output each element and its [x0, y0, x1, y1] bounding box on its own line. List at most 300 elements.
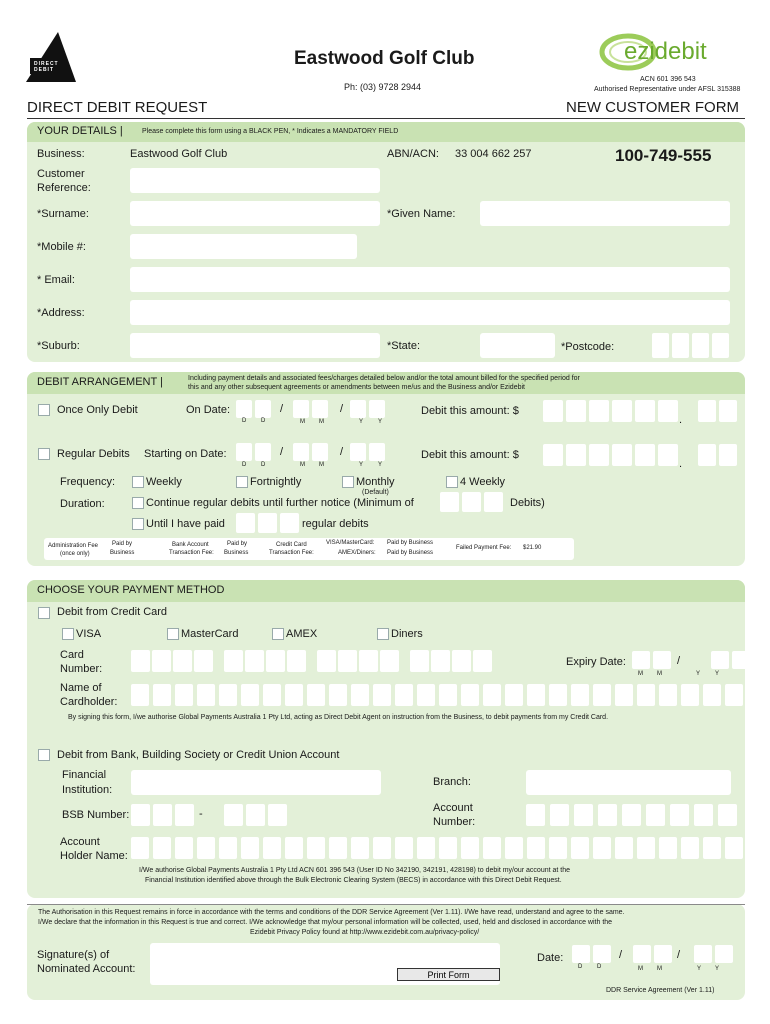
once-amount-boxes	[543, 400, 737, 422]
date-digit[interactable]	[654, 945, 672, 963]
debits-close-label: Debits)	[510, 497, 545, 509]
date-letter-y: Y	[697, 966, 702, 972]
postcode-boxes	[652, 333, 729, 358]
min-debits-digit[interactable]	[462, 492, 481, 512]
expiry-letter-m: M	[638, 671, 643, 677]
cc-authority: By signing this form, I/we authorise Global Payments Australia 1 Pty Ltd, acting as Direct Debit Agent on instruction from the Business, to debit payments from my Credit Card.	[68, 714, 609, 721]
cardholder-char[interactable]	[263, 684, 281, 706]
cardholder-char[interactable]	[681, 684, 699, 706]
date-letter-m: M	[319, 462, 324, 468]
cardholder-char[interactable]	[131, 684, 149, 706]
cardholder-char[interactable]	[527, 684, 545, 706]
terms-line-3: Ezidebit Privacy Policy found at http://www.ezidebit.com.au/privacy-policy/	[250, 929, 480, 936]
account-number-label-1: Account	[433, 802, 473, 814]
card-number-label-1: Card	[60, 649, 84, 661]
until-paid-checkbox[interactable]	[132, 518, 144, 530]
fi-label-1: Financial	[62, 769, 107, 781]
date-digit[interactable]	[255, 443, 271, 461]
email-label: * Email:	[37, 274, 75, 286]
cardholder-char[interactable]	[395, 684, 413, 706]
date-digit[interactable]	[312, 400, 328, 418]
signature-date-boxes	[572, 945, 733, 963]
mastercard-label: MasterCard	[181, 628, 239, 640]
cardholder-char[interactable]	[747, 684, 765, 706]
card-number-label-2: Number:	[60, 663, 103, 675]
default-note: (Default)	[362, 489, 389, 496]
holder-char[interactable]	[197, 837, 215, 859]
payment-section-title: CHOOSE YOUR PAYMENT METHOD	[37, 584, 225, 596]
cardholder-char[interactable]	[285, 684, 303, 706]
until-paid-digit[interactable]	[236, 513, 255, 533]
bank-paid-by-2: Business	[224, 550, 249, 556]
until-paid-boxes	[236, 513, 299, 533]
cardholder-char[interactable]	[461, 684, 479, 706]
holder-char[interactable]	[483, 837, 501, 859]
amount-digit[interactable]	[698, 400, 716, 422]
weekly-checkbox[interactable]	[132, 476, 144, 488]
amount-digit[interactable]	[635, 444, 655, 466]
account-digit[interactable]	[526, 804, 545, 826]
amex-paid-by: Paid by Business	[387, 550, 434, 556]
bank-fee-label-2: Transaction Fee:	[169, 550, 214, 556]
four-weekly-checkbox[interactable]	[446, 476, 458, 488]
monthly-label: Monthly	[356, 476, 395, 488]
surname-label: *Surname:	[37, 208, 89, 220]
holder-char[interactable]	[659, 837, 677, 859]
date-digit[interactable]	[572, 945, 590, 963]
cardholder-char[interactable]	[373, 684, 391, 706]
amount-digit[interactable]	[589, 444, 609, 466]
expiry-letter-y: Y	[715, 671, 720, 677]
cardholder-char[interactable]	[483, 684, 501, 706]
account-digit[interactable]	[646, 804, 665, 826]
account-digit[interactable]	[622, 804, 641, 826]
date-digit[interactable]	[293, 400, 309, 418]
date-slash: /	[280, 446, 284, 458]
min-debits-digit[interactable]	[484, 492, 503, 512]
holder-char[interactable]	[373, 837, 391, 859]
account-digit[interactable]	[670, 804, 689, 826]
once-date-boxes	[236, 400, 385, 418]
frequency-label: Frequency:	[60, 476, 116, 488]
bsb-boxes	[131, 804, 287, 826]
visa-mc-fee-label: VISA/MasterCard:	[326, 540, 375, 546]
duration-label: Duration:	[60, 498, 105, 510]
bank-checkbox[interactable]	[38, 749, 50, 761]
holder-char[interactable]	[505, 837, 523, 859]
account-digit[interactable]	[598, 804, 617, 826]
date-slash: /	[280, 403, 284, 415]
amount-digit[interactable]	[543, 444, 563, 466]
debit-note-2: this and any other subsequent agreements or amendments between me/us and the Business and/or Ezidebit	[188, 384, 525, 391]
address-input[interactable]	[130, 300, 730, 325]
cardholder-label-2: Cardholder:	[60, 696, 118, 708]
continue-label: Continue regular debits until further notice (Minimum of	[146, 497, 414, 509]
postcode-digit[interactable]	[672, 333, 689, 358]
date-letter-m: M	[638, 966, 643, 972]
date-letter-y: Y	[359, 419, 364, 425]
customer-ref-label-2: Reference:	[37, 182, 91, 194]
date-letter-m: M	[300, 419, 305, 425]
mastercard-checkbox[interactable]	[167, 628, 179, 640]
holder-char[interactable]	[395, 837, 413, 859]
date-digit[interactable]	[593, 945, 611, 963]
details-section-title: YOUR DETAILS |	[37, 125, 123, 137]
date-slash: /	[619, 949, 623, 961]
amount-digit[interactable]	[635, 400, 655, 422]
date-digit[interactable]	[350, 400, 366, 418]
card-digit[interactable]	[338, 650, 357, 672]
cardholder-char[interactable]	[637, 684, 655, 706]
cardholder-char[interactable]	[593, 684, 611, 706]
holder-char[interactable]	[439, 837, 457, 859]
signature-date-label: Date:	[537, 952, 564, 964]
date-digit[interactable]	[369, 443, 385, 461]
date-digit[interactable]	[293, 443, 309, 461]
continue-checkbox[interactable]	[132, 497, 144, 509]
date-letter-m: M	[657, 966, 662, 972]
bank-fee-label-1: Bank Account	[172, 542, 209, 548]
bsb-digit[interactable]	[153, 804, 172, 826]
card-digit[interactable]	[224, 650, 243, 672]
title-rule	[27, 118, 745, 119]
account-holder-boxes	[131, 837, 770, 859]
suburb-input[interactable]	[130, 333, 380, 358]
postcode-digit[interactable]	[692, 333, 709, 358]
card-digit[interactable]	[152, 650, 171, 672]
credit-card-checkbox[interactable]	[38, 607, 50, 619]
regular-amount-boxes	[543, 444, 737, 466]
admin-fee-label-1: Administration Fee	[48, 543, 99, 549]
on-date-label: On Date:	[186, 404, 231, 416]
admin-paid-by-1: Paid by	[112, 541, 133, 547]
logo-text: DIRECT DEBIT	[34, 61, 59, 73]
expiry-label: Expiry Date:	[566, 656, 626, 668]
given-name-label: *Given Name:	[387, 208, 456, 220]
amex-fee-label: AMEX/Diners:	[338, 550, 376, 556]
regular-amount-label: Debit this amount: $	[421, 449, 519, 461]
cardholder-char[interactable]	[307, 684, 325, 706]
once-amount-label: Debit this amount: $	[421, 405, 519, 417]
card-digit[interactable]	[380, 650, 399, 672]
holder-char[interactable]	[461, 837, 479, 859]
expiry-slash: /	[677, 655, 681, 667]
amount-digit[interactable]	[658, 400, 678, 422]
holder-label-1: Account	[60, 836, 100, 848]
four-weekly-label: 4 Weekly	[460, 476, 506, 488]
date-letter-d: D	[261, 418, 266, 424]
card-digit[interactable]	[473, 650, 492, 672]
bsb-digit[interactable]	[268, 804, 287, 826]
weekly-label: Weekly	[146, 476, 182, 488]
date-digit[interactable]	[236, 400, 252, 418]
reference-number: 100-749-555	[615, 146, 712, 165]
cardholder-char[interactable]	[197, 684, 215, 706]
credit-card-label: Debit from Credit Card	[57, 606, 168, 618]
cardholder-char[interactable]	[219, 684, 237, 706]
amount-digit[interactable]	[566, 444, 586, 466]
amount-digit[interactable]	[719, 444, 737, 466]
date-letter-d: D	[261, 462, 266, 468]
date-letter-y: Y	[359, 462, 364, 468]
date-digit[interactable]	[236, 443, 252, 461]
email-input[interactable]	[130, 267, 730, 292]
card-digit[interactable]	[452, 650, 471, 672]
signature-label-2: Nominated Account:	[37, 963, 136, 975]
cardholder-boxes	[131, 684, 770, 706]
fortnightly-checkbox[interactable]	[236, 476, 248, 488]
holder-char[interactable]	[175, 837, 193, 859]
admin-fee-label-2: (once only)	[60, 551, 90, 557]
cardholder-char[interactable]	[703, 684, 721, 706]
card-digit[interactable]	[194, 650, 213, 672]
diners-checkbox[interactable]	[377, 628, 389, 640]
state-label: *State:	[387, 340, 421, 352]
cardholder-char[interactable]	[615, 684, 633, 706]
footer-rule	[27, 904, 745, 905]
expiry-boxes	[632, 651, 750, 669]
cardholder-label-1: Name of	[60, 682, 102, 694]
holder-char[interactable]	[131, 837, 149, 859]
visa-checkbox[interactable]	[62, 628, 74, 640]
admin-paid-by-2: Business	[110, 550, 135, 556]
ezidebit-acn: ACN 601 396 543	[640, 76, 696, 83]
date-letter-d: D	[242, 418, 247, 424]
until-paid-label: Until I have paid	[146, 518, 225, 530]
visa-label: VISA	[76, 628, 102, 640]
holder-char[interactable]	[417, 837, 435, 859]
branch-label: Branch:	[433, 776, 471, 788]
amount-digit[interactable]	[719, 400, 737, 422]
expiry-digit[interactable]	[732, 651, 750, 669]
cardholder-char[interactable]	[329, 684, 347, 706]
bsb-digit[interactable]	[224, 804, 243, 826]
address-label: *Address:	[37, 307, 85, 319]
holder-char[interactable]	[241, 837, 259, 859]
bsb-label: BSB Number:	[62, 809, 130, 821]
card-digit[interactable]	[410, 650, 429, 672]
date-letter-y: Y	[715, 966, 720, 972]
starting-on-label: Starting on Date:	[144, 448, 227, 460]
bank-paid-by-1: Paid by	[227, 541, 248, 547]
bsb-digit[interactable]	[246, 804, 265, 826]
card-digit[interactable]	[317, 650, 336, 672]
fi-input[interactable]	[131, 770, 381, 795]
holder-char[interactable]	[703, 837, 721, 859]
cc-fee-label-2: Transaction Fee:	[269, 550, 314, 556]
amount-digit[interactable]	[612, 444, 632, 466]
card-number-boxes	[131, 650, 494, 672]
mobile-label: *Mobile #:	[37, 241, 86, 253]
print-form-button[interactable]: Print Form	[397, 968, 500, 981]
details-instructions: Please complete this form using a BLACK PEN, * Indicates a MANDATORY FIELD	[142, 128, 399, 135]
min-debits-boxes	[440, 492, 503, 512]
monthly-checkbox[interactable]	[342, 476, 354, 488]
bank-authority-1: I/We authorise Global Payments Australia 1 Pty Ltd ACN 601 396 543 (User ID No 342190, 342191, 428198) to debit my/our account at the	[139, 867, 571, 874]
date-letter-m: M	[300, 462, 305, 468]
suburb-label: *Suburb:	[37, 340, 80, 352]
decimal-point: .	[679, 458, 683, 470]
holder-char[interactable]	[747, 837, 765, 859]
amex-label: AMEX	[286, 628, 318, 640]
amex-checkbox[interactable]	[272, 628, 284, 640]
date-slash: /	[340, 446, 344, 458]
holder-char[interactable]	[571, 837, 589, 859]
abn-value: 33 004 662 257	[455, 148, 532, 160]
regular-checkbox[interactable]	[38, 448, 50, 460]
bank-authority-2: Financial Institution identified above through the Bulk Electronic Clearing System (BECS) in accordance with this Direct Debit Request.	[145, 877, 562, 884]
bsb-digit[interactable]	[131, 804, 150, 826]
cardholder-char[interactable]	[351, 684, 369, 706]
cc-fee-label-1: Credit Card	[276, 542, 307, 548]
direct-debit-logo	[24, 32, 76, 84]
form-title: DIRECT DEBIT REQUEST	[27, 99, 208, 116]
expiry-letter-y: Y	[696, 671, 701, 677]
min-debits-digit[interactable]	[440, 492, 459, 512]
debit-section-title: DEBIT ARRANGEMENT |	[37, 376, 163, 388]
customer-ref-label-1: Customer	[37, 168, 85, 180]
terms-line-2: I/We declare that the information in this Request is true and correct. I/We acknowledge that my/our personal information will be collected, used, held and disclosed in accordance with the	[38, 919, 613, 926]
holder-char[interactable]	[307, 837, 325, 859]
club-name: Eastwood Golf Club	[294, 48, 475, 69]
amount-digit[interactable]	[698, 444, 716, 466]
cardholder-char[interactable]	[549, 684, 567, 706]
holder-char[interactable]	[219, 837, 237, 859]
date-digit[interactable]	[369, 400, 385, 418]
date-letter-y: Y	[378, 419, 383, 425]
date-digit[interactable]	[350, 443, 366, 461]
abn-label: ABN/ACN:	[387, 148, 439, 160]
holder-char[interactable]	[263, 837, 281, 859]
until-paid-digit[interactable]	[258, 513, 277, 533]
card-digit[interactable]	[131, 650, 150, 672]
visa-mc-paid-by: Paid by Business	[387, 540, 434, 546]
postcode-digit[interactable]	[712, 333, 729, 358]
amount-digit[interactable]	[543, 400, 563, 422]
date-letter-d: D	[242, 462, 247, 468]
card-digit[interactable]	[359, 650, 378, 672]
holder-char[interactable]	[285, 837, 303, 859]
cardholder-char[interactable]	[417, 684, 435, 706]
once-only-label: Once Only Debit	[57, 404, 138, 416]
date-letter-y: Y	[378, 462, 383, 468]
date-digit[interactable]	[694, 945, 712, 963]
amount-digit[interactable]	[658, 444, 678, 466]
holder-char[interactable]	[329, 837, 347, 859]
bsb-digit[interactable]	[175, 804, 194, 826]
branch-input[interactable]	[526, 770, 731, 795]
account-digit[interactable]	[694, 804, 713, 826]
holder-char[interactable]	[549, 837, 567, 859]
amount-digit[interactable]	[589, 400, 609, 422]
holder-char[interactable]	[593, 837, 611, 859]
holder-char[interactable]	[615, 837, 633, 859]
cardholder-char[interactable]	[725, 684, 743, 706]
amount-digit[interactable]	[612, 400, 632, 422]
diners-label: Diners	[391, 628, 423, 640]
bsb-dash: -	[199, 808, 203, 820]
version-note: DDR Service Agreement (Ver 1.11)	[606, 987, 715, 994]
form-subtitle: NEW CUSTOMER FORM	[566, 99, 740, 116]
date-digit[interactable]	[715, 945, 733, 963]
account-digit[interactable]	[550, 804, 569, 826]
debit-note-1: Including payment details and associated fees/charges detailed below and/or the total amount billed for the specified period for	[188, 375, 580, 382]
date-digit[interactable]	[312, 443, 328, 461]
cardholder-char[interactable]	[241, 684, 259, 706]
failed-fee-amount: $21.90	[523, 545, 542, 551]
card-digit[interactable]	[245, 650, 264, 672]
holder-char[interactable]	[527, 837, 545, 859]
bank-label: Debit from Bank, Building Society or Credit Union Account	[57, 749, 340, 761]
start-date-boxes	[236, 443, 385, 461]
expiry-digit[interactable]	[711, 651, 729, 669]
cardholder-char[interactable]	[439, 684, 457, 706]
terms-line-1: The Authorisation in this Request remains in force in accordance with the terms and conditions of the DDR Service Agreement (Ver 1.11). I/We have read, understand and agree to the same.	[38, 909, 625, 916]
regular-label: Regular Debits	[57, 448, 130, 460]
until-paid-digit[interactable]	[280, 513, 299, 533]
ezidebit-afsl: Authorised Representative under AFSL 315388	[594, 86, 741, 93]
cardholder-char[interactable]	[153, 684, 171, 706]
date-slash: /	[677, 949, 681, 961]
ezidebit-wordmark: ezidebit	[624, 38, 707, 65]
postcode-label: *Postcode:	[561, 341, 615, 353]
amount-digit[interactable]	[566, 400, 586, 422]
postcode-digit[interactable]	[652, 333, 669, 358]
fi-label-2: Institution:	[62, 784, 113, 796]
ezidebit-logo	[598, 30, 748, 74]
card-digit[interactable]	[431, 650, 450, 672]
date-letter-m: M	[319, 419, 324, 425]
direct-debit-logo-icon	[24, 32, 76, 84]
surname-input[interactable]	[130, 201, 380, 226]
fortnightly-label: Fortnightly	[250, 476, 302, 488]
holder-char[interactable]	[637, 837, 655, 859]
account-digit[interactable]	[718, 804, 737, 826]
expiry-digit[interactable]	[632, 651, 650, 669]
account-digit[interactable]	[574, 804, 593, 826]
date-digit[interactable]	[633, 945, 651, 963]
decimal-point: .	[679, 414, 683, 426]
signature-label-1: Signature(s) of	[37, 949, 110, 961]
account-number-label-2: Number:	[433, 816, 476, 828]
holder-char[interactable]	[725, 837, 743, 859]
card-digit[interactable]	[287, 650, 306, 672]
holder-char[interactable]	[153, 837, 171, 859]
cardholder-char[interactable]	[659, 684, 677, 706]
card-digit[interactable]	[173, 650, 192, 672]
customer-ref-input[interactable]	[130, 168, 380, 193]
club-phone: Ph: (03) 9728 2944	[344, 82, 422, 92]
mobile-input[interactable]	[130, 234, 357, 259]
expiry-letter-m: M	[657, 671, 662, 677]
holder-char[interactable]	[681, 837, 699, 859]
cardholder-char[interactable]	[175, 684, 193, 706]
cardholder-char[interactable]	[571, 684, 589, 706]
failed-fee-label: Failed Payment Fee:	[456, 545, 512, 551]
date-letter-d: D	[597, 964, 602, 970]
date-digit[interactable]	[255, 400, 271, 418]
card-digit[interactable]	[266, 650, 285, 672]
holder-label-2: Holder Name:	[60, 850, 128, 862]
business-value: Eastwood Golf Club	[130, 148, 228, 160]
once-only-checkbox[interactable]	[38, 404, 50, 416]
holder-char[interactable]	[351, 837, 369, 859]
given-name-input[interactable]	[480, 201, 730, 226]
cardholder-char[interactable]	[505, 684, 523, 706]
state-input[interactable]	[480, 333, 555, 358]
date-slash: /	[340, 403, 344, 415]
expiry-digit[interactable]	[653, 651, 671, 669]
